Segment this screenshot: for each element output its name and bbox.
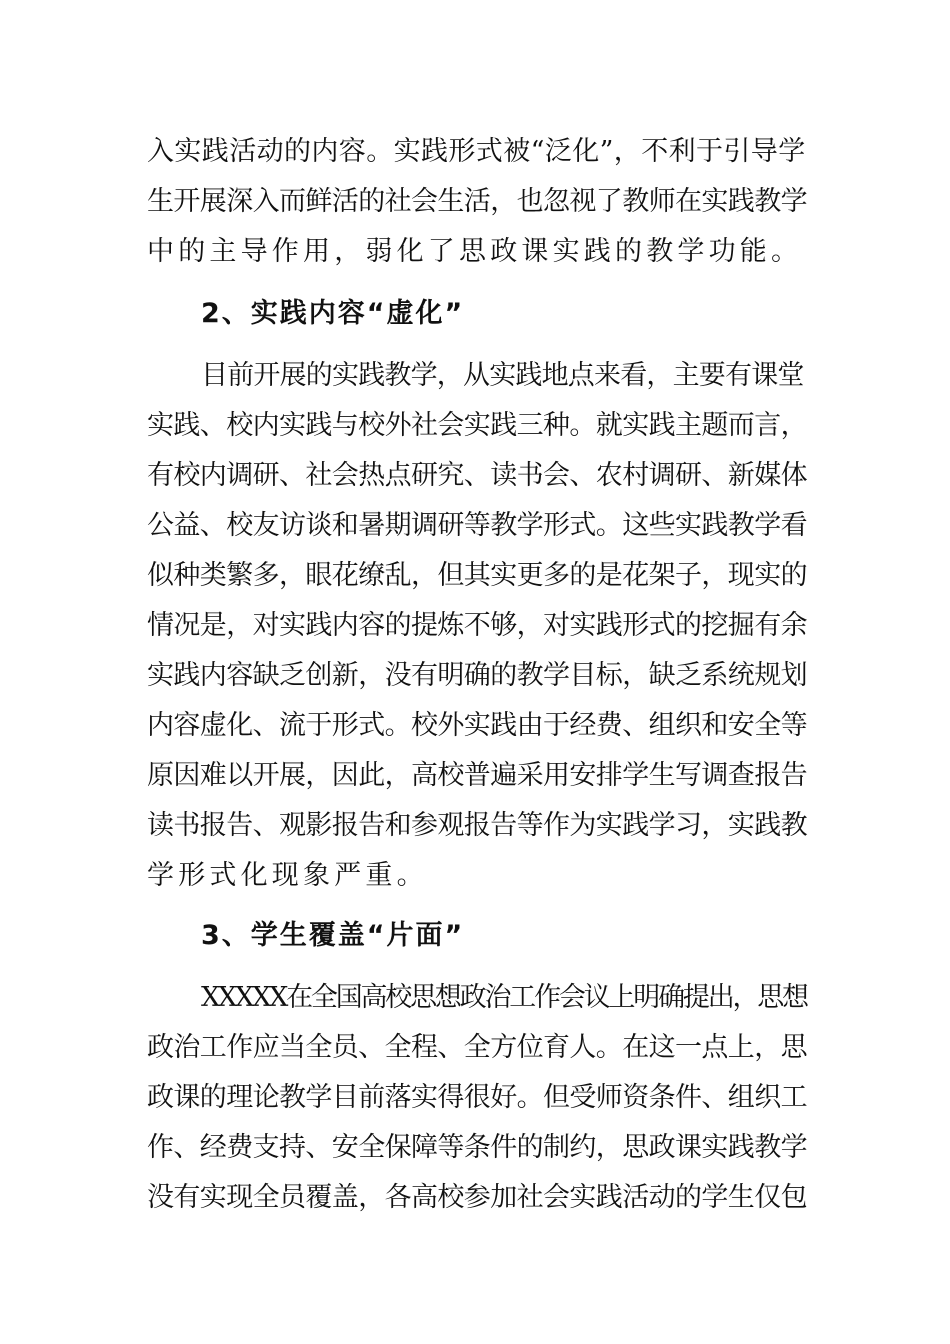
paragraph-line: 学形式化现象严重。 [147,860,428,891]
paragraph-line: 读书报告、观影报告和参观报告等作为实践学习，实践教 [147,810,807,841]
paragraph-line: 情况是，对实践内容的提炼不够，对实践形式的挖掘有余 [147,610,807,641]
paragraph-line: 入实践活动的内容。实践形式被“泛化”，不利于引导学 [147,136,806,167]
paragraph-line: 公益、校友访谈和暑期调研等教学形式。这些实践教学看 [147,510,807,541]
paragraph-line: 没有实现全员覆盖，各高校参加社会实践活动的学生仅包 [147,1182,807,1213]
paragraph-line: 内容虚化、流于形式。校外实践由于经费、组织和安全等 [147,710,807,741]
paragraph-line: 似种类繁多，眼花缭乱，但其实更多的是花架子，现实的 [147,560,807,591]
paragraph-line: 有校内调研、社会热点研究、读书会、农村调研、新媒体 [147,460,807,491]
section-heading: 3、学生覆盖“片面” [201,920,465,951]
paragraph-line: 中的主导作用，弱化了思政课实践的教学功能。 [147,236,803,267]
paragraph-line: 实践、校内实践与校外社会实践三种。就实践主题而言， [147,410,807,441]
paragraph-line: 目前开展的实践教学，从实践地点来看，主要有课堂 [201,360,804,391]
paragraph-line: 生开展深入而鲜活的社会生活，也忽视了教师在实践教学 [147,186,807,217]
paragraph-line: 作、经费支持、安全保障等条件的制约，思政课实践教学 [147,1132,807,1163]
paragraph-line: XXXXX在全国高校思想政治工作会议上明确提出，思想 [201,982,807,1013]
section-heading: 2、实践内容“虚化” [201,298,465,329]
paragraph-line: 实践内容缺乏创新，没有明确的教学目标，缺乏系统规划 [147,660,807,691]
paragraph-line: 政课的理论教学目前落实得很好。但受师资条件、组织工 [147,1082,807,1113]
paragraph-line: 原因难以开展，因此，高校普遍采用安排学生写调查报告 [147,760,807,791]
paragraph-line: 政治工作应当全员、全程、全方位育人。在这一点上，思 [147,1032,807,1063]
